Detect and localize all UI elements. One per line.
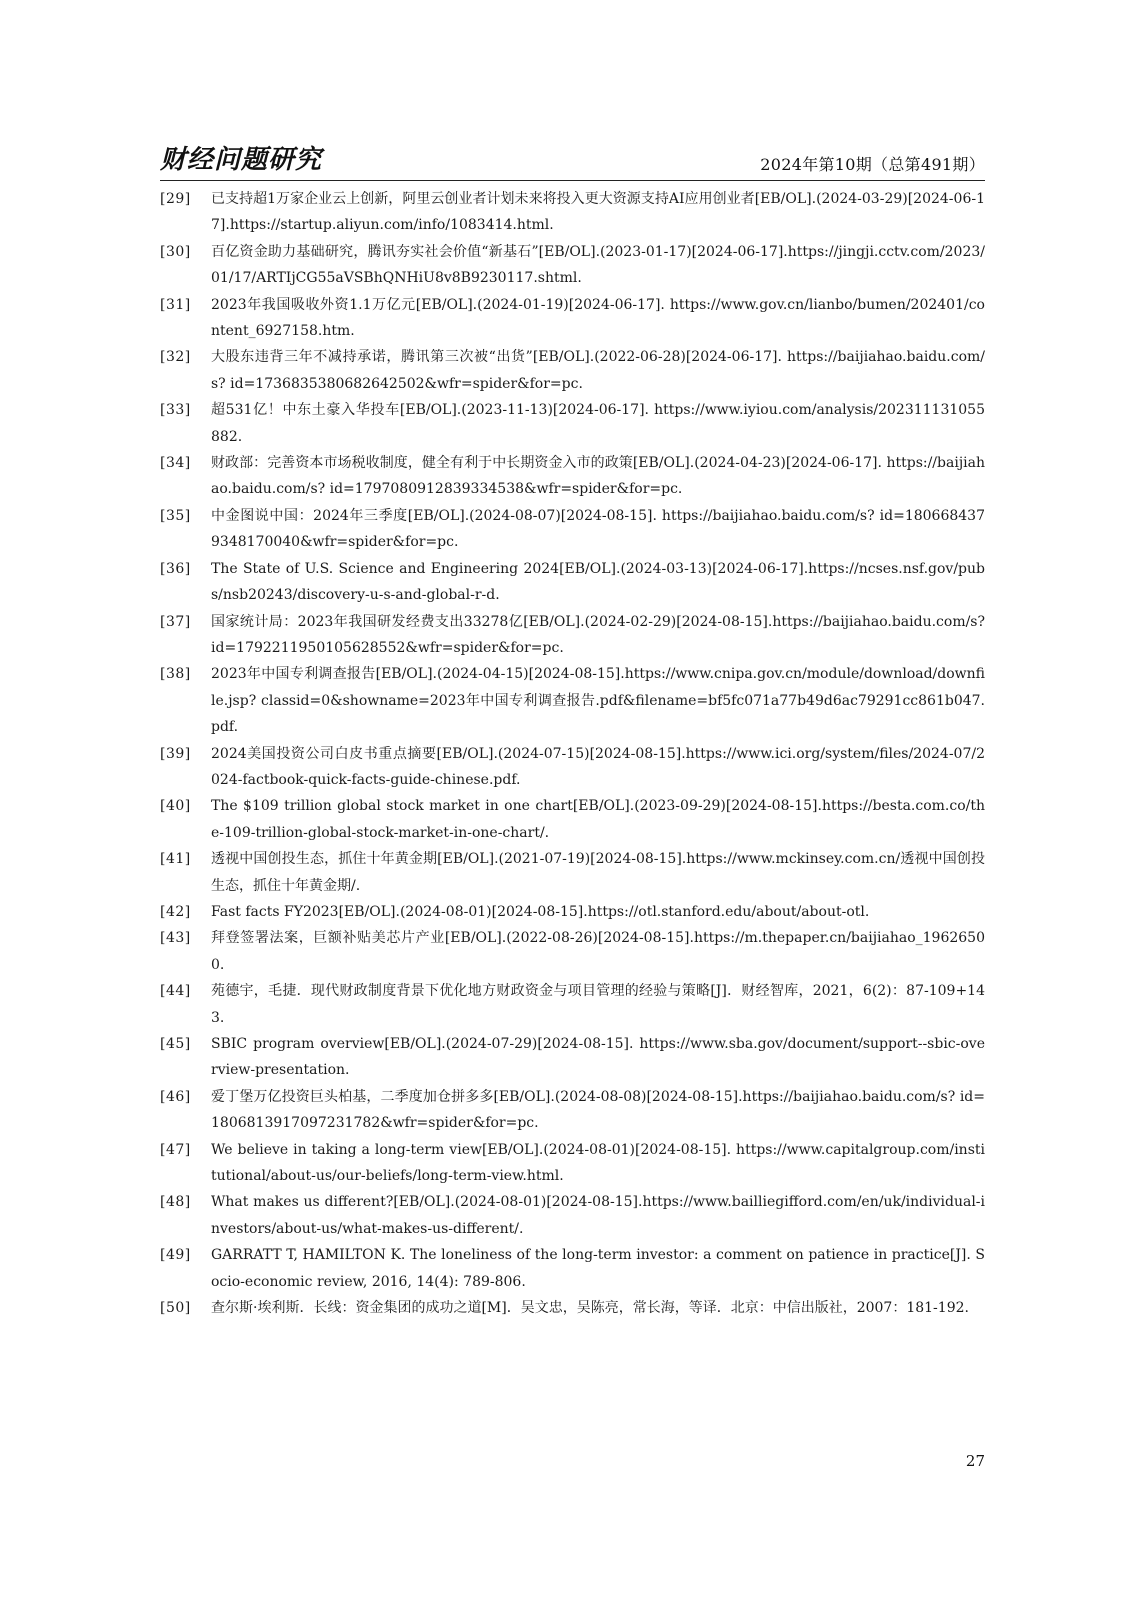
reference-text: 已支持超1万家企业云上创新，阿里云创业者计划未来将投入更大资源支持AI应用创业者[EB/OL].(2024-03-29)[2024-06-17].https://startup.aliyun.com/info/1083414.html. [211, 191, 985, 234]
reference-item [160, 239, 985, 292]
reference-item [160, 661, 985, 740]
reference-text: 苑德宇，毛捷．现代财政制度背景下优化地方财政资金与项目管理的经验与策略[J]．财经智库，2021，6(2)：87-109+143. [211, 983, 985, 1026]
reference-number: [30] [160, 243, 191, 260]
issue-info: 2024年第10期（总第491期） [760, 155, 985, 174]
reference-item [160, 344, 985, 397]
reference-text: 2023年中国专利调查报告[EB/OL].(2024-04-15)[2024-08-15].https://www.cnipa.gov.cn/module/download/downfile.jsp? classid=0&showname=2023年中国专利调查报告.pdf&filename=bf5fc071a77b49d6ac79291cc861b047.pdf. [211, 666, 985, 736]
reference-number: [45] [160, 1036, 191, 1052]
reference-text: 拜登签署法案，巨额补贴美芯片产业[EB/OL].(2022-08-26)[2024-08-15].https://m.thepaper.cn/baijiahao_19626500. [211, 930, 985, 973]
reference-number: [49] [160, 1247, 191, 1264]
reference-list [160, 186, 985, 1321]
reference-item [160, 1084, 985, 1137]
reference-text: 2024美国投资公司白皮书重点摘要[EB/OL].(2024-07-15)[2024-08-15].https://www.ici.org/system/files/2024-07/2024-factbook-quick-facts-guide-chinese.pdf. [211, 745, 985, 788]
reference-item [160, 556, 985, 609]
reference-item [160, 397, 985, 450]
reference-number: [50] [160, 1300, 191, 1317]
reference-text: What makes us different?[EB/OL].(2024-08-01)[2024-08-15].https://www.bailliegifford.com/en/uk/individual-investors/about-us/what-makes-us-different/. [211, 1194, 985, 1237]
reference-number: [44] [160, 983, 191, 1000]
reference-number: [40] [160, 798, 191, 815]
reference-text: The State of U.S. Science and Engineering 2024[EB/OL].(2024-03-13)[2024-06-17].https://ncses.nsf.gov/pubs/nsb20243/discovery-u-s-and-global-r-d. [211, 560, 985, 604]
reference-number: [36] [160, 560, 191, 577]
reference-item [160, 1242, 985, 1295]
reference-text: 爱丁堡万亿投资巨头柏基，二季度加仓拼多多[EB/OL].(2024-08-08)[2024-08-15].https://baijiahao.baidu.com/s? id=1806813917097231782&wfr=spider&for=pc. [211, 1088, 985, 1132]
reference-text: We believe in taking a long-term view[EB/OL].(2024-08-01)[2024-08-15]. https://www.capitalgroup.com/institutional/about-us/our-beliefs/long-term-view.html. [211, 1141, 985, 1185]
journal-logo: 财经问题研究 [160, 145, 323, 175]
reference-item [160, 503, 985, 556]
reference-number: [47] [160, 1141, 191, 1158]
reference-number: [38] [160, 666, 191, 683]
reference-text: 超531亿！中东土豪入华投车[EB/OL].(2023-11-13)[2024-06-17]. https://www.iyiou.com/analysis/202311131055882. [211, 402, 985, 445]
reference-text: The $109 trillion global stock market in one chart[EB/OL].(2023-09-29)[2024-08-15].https://besta.com.co/the-109-trillion-global-stock-market-in-one-chart/. [211, 798, 985, 841]
reference-text: 透视中国创投生态，抓住十年黄金期[EB/OL].(2021-07-19)[2024-08-15].https://www.mckinsey.com.cn/透视中国创投生态，抓住十年黄金期/. [211, 851, 985, 894]
reference-text: 财政部：完善资本市场税收制度，健全有利于中长期资金入市的政策[EB/OL].(2024-04-23)[2024-06-17]. https://baijiahao.baidu.com/s? id=1797080912839334538&wfr=spider&for=pc. [211, 455, 985, 498]
reference-item [160, 609, 985, 662]
reference-item [160, 1189, 985, 1242]
reference-item [160, 925, 985, 978]
reference-text: 百亿资金助力基础研究，腾讯夯实社会价值“新基石”[EB/OL].(2023-01-17)[2024-06-17].https://jingji.cctv.com/2023/01/17/ARTIjCG55aVSBhQNHiU8v8B9230117.shtml. [211, 243, 985, 287]
reference-text: 中金图说中国：2024年三季度[EB/OL].(2024-08-07)[2024-08-15]. https://baijiahao.baidu.com/s? id=1806684379348170040&wfr=spider&for=pc. [211, 507, 985, 551]
reference-item [160, 292, 985, 345]
reference-text: 大股东违背三年不减持承诺，腾讯第三次被“出货”[EB/OL].(2022-06-28)[2024-06-17]. https://baijiahao.baidu.com/s? id=1736835380682642502&wfr=spider&for=pc. [211, 349, 985, 392]
reference-item [160, 450, 985, 503]
reference-text: Fast facts FY2023[EB/OL].(2024-08-01)[2024-08-15].https://otl.stanford.edu/about/about-otl. [211, 903, 870, 920]
reference-item [160, 978, 985, 1031]
reference-number: [43] [160, 930, 191, 947]
reference-item [160, 1295, 985, 1321]
reference-number: [48] [160, 1194, 191, 1211]
reference-text: 查尔斯·埃利斯．长线：资金集团的成功之道[M]．吴文忠，吴陈亮，常长海，等译．北京：中信出版社，2007：181-192. [211, 1300, 969, 1317]
reference-text: 国家统计局：2023年我国研发经费支出33278亿[EB/OL].(2024-02-29)[2024-08-15].https://baijiahao.baidu.com/s? id=1792211950105628552&wfr=spider&for=pc. [211, 613, 985, 656]
reference-number: [42] [160, 903, 191, 920]
reference-item [160, 846, 985, 899]
reference-text: SBIC program overview[EB/OL].(2024-07-29)[2024-08-15]. https://www.sba.gov/document/support--sbic-overview-presentation. [211, 1036, 985, 1079]
reference-item [160, 1031, 985, 1084]
reference-number: [29] [160, 191, 191, 207]
running-header [160, 140, 985, 181]
reference-item [160, 793, 985, 846]
reference-text: 2023年我国吸收外资1.1万亿元[EB/OL].(2024-01-19)[2024-06-17]. https://www.gov.cn/lianbo/bumen/202401/content_6927158.htm. [211, 296, 985, 340]
reference-number: [39] [160, 745, 191, 762]
reference-number: [33] [160, 402, 191, 419]
reference-number: [46] [160, 1088, 191, 1105]
reference-item [160, 186, 985, 239]
reference-number: [34] [160, 455, 191, 472]
reference-text: GARRATT T, HAMILTON K. The loneliness of the long-term investor: a comment on patience in practice[J]. Socio-economic review, 2016, 14(4): 789-806. [211, 1247, 985, 1290]
page-number: 27 [965, 1452, 985, 1470]
reference-item [160, 1137, 985, 1190]
reference-item [160, 741, 985, 794]
reference-number: [37] [160, 613, 191, 630]
reference-number: [35] [160, 507, 191, 524]
reference-item [160, 899, 985, 925]
reference-number: [41] [160, 851, 191, 868]
reference-number: [31] [160, 296, 191, 313]
reference-number: [32] [160, 349, 191, 366]
